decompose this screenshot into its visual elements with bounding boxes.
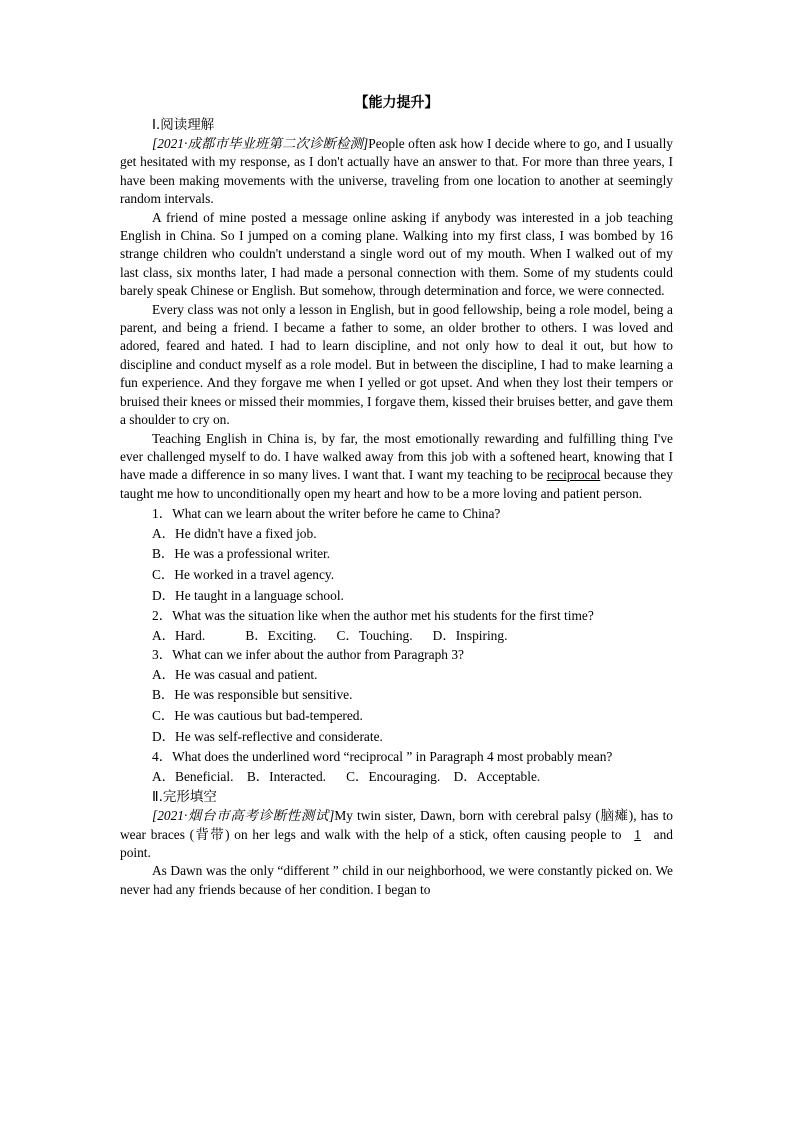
option-3a: A．He was casual and patient. bbox=[152, 666, 318, 682]
question-2: 2．What was the situation like when the author met his students for the first time? bbox=[152, 607, 594, 623]
option-4d: D．Acceptable. bbox=[453, 769, 541, 785]
cloze-blank-1: 1 bbox=[634, 826, 641, 842]
option-4b: B．Interacted. bbox=[246, 769, 327, 785]
option-1b: B．He was a professional writer. bbox=[152, 546, 331, 562]
option-1c: C．He worked in a travel agency. bbox=[152, 567, 335, 583]
option-1a: A．He didn't have a fixed job. bbox=[152, 525, 317, 541]
section-heading-cloze: Ⅱ.完形填空 bbox=[152, 789, 217, 806]
option-2b: B．Exciting. bbox=[245, 628, 317, 644]
document-page bbox=[120, 93, 673, 899]
source-citation: [2021·成都市毕业班第二次诊断检测] bbox=[152, 136, 369, 151]
option-2a: A．Hard. bbox=[152, 628, 206, 644]
paragraph-text: People often ask how I decide where to go, and I usually get hesitated with my response, as I don't actually have an answer to that. For more than three years, I have been making movements with the universe, traveling from one location to another at seemingly random intervals. bbox=[120, 136, 673, 207]
paragraph-text: Teaching English in China is, by far, the most emotionally rewarding and fulfilling thing I've ever challenged myself to do. I have walked away from this job with a softened heart, knowing that I have made a difference in so many lives. I want that. I want my teaching to be bbox=[120, 430, 673, 483]
question-1: 1．What can we learn about the writer before he came to China? bbox=[152, 506, 501, 522]
option-2c: C．Touching. bbox=[336, 628, 413, 644]
paragraph-text: and point. bbox=[120, 826, 673, 860]
paragraph-text: My twin sister, Dawn, born with cerebral palsy (脑瘫), has to wear braces (背带) on her legs and walk with the help of a stick, often causing people to bbox=[120, 808, 673, 842]
paragraph-text: because they taught me how to unconditionally open my heart and how to be a more loving and patient person. bbox=[120, 467, 673, 501]
cloze-paragraph-1 bbox=[120, 807, 673, 862]
question-3: 3．What can we infer about the author from Paragraph 3? bbox=[152, 647, 464, 663]
passage-paragraph-2: A friend of mine posted a message online asking if anybody was interested in a job teaching English in China. So I jumped on a coming plane. Walking into my first class, I was bombed by 16 strange children who couldn't understand a single word out of my mouth. When I walked out of my last class, six months later, I had made a personal connection with them. Some of my students could barely speak Chinese or English. But somehow, through determination and force, we were connected. bbox=[120, 209, 673, 299]
option-1d: D．He taught in a language school. bbox=[152, 587, 344, 603]
option-4a: A．Beneficial. bbox=[152, 769, 234, 785]
section-heading-reading: Ⅰ.阅读理解 bbox=[152, 117, 215, 133]
passage-paragraph-1 bbox=[120, 135, 673, 209]
passage-paragraph-3: Every class was not only a lesson in English, but in good fellowship, being a role model, being a parent, and being a friend. I became a father to some, an older brother to others. I was loved and adored, feared and hated. I had to learn discipline, and not only how to deal it out, but how to discipline and conduct myself as a role model. But in between the discipline, I had to make learning a fun experience. And they forgave me when I yelled or got upset. And when they lost their tempers or bruised their knees or missed their mommies, I forgave them, kissed their bruises better, and gave them a shoulder to cry on. bbox=[120, 301, 673, 428]
option-3d: D．He was self-reflective and considerate. bbox=[152, 728, 383, 744]
option-4c: C．Encouraging. bbox=[346, 769, 441, 785]
option-2d: D．Inspiring. bbox=[432, 628, 508, 644]
source-citation: [2021·烟台市高考诊断性测试] bbox=[152, 808, 335, 824]
cloze-paragraph-2: As Dawn was the only “different ” child in our neighborhood, we were constantly picked on. We never had any friends because of her condition. I began to bbox=[120, 863, 673, 897]
passage-paragraph-4 bbox=[120, 430, 673, 504]
options-4 bbox=[120, 766, 673, 787]
option-3c: C．He was cautious but bad-tempered. bbox=[152, 708, 363, 724]
option-3b: B．He was responsible but sensitive. bbox=[152, 687, 353, 703]
page-title: 【能力提升】 bbox=[354, 95, 439, 111]
question-4: 4．What does the underlined word “reciprocal ” in Paragraph 4 most probably mean? bbox=[152, 748, 613, 764]
options-2 bbox=[120, 625, 673, 646]
underlined-word: reciprocal bbox=[546, 467, 601, 483]
